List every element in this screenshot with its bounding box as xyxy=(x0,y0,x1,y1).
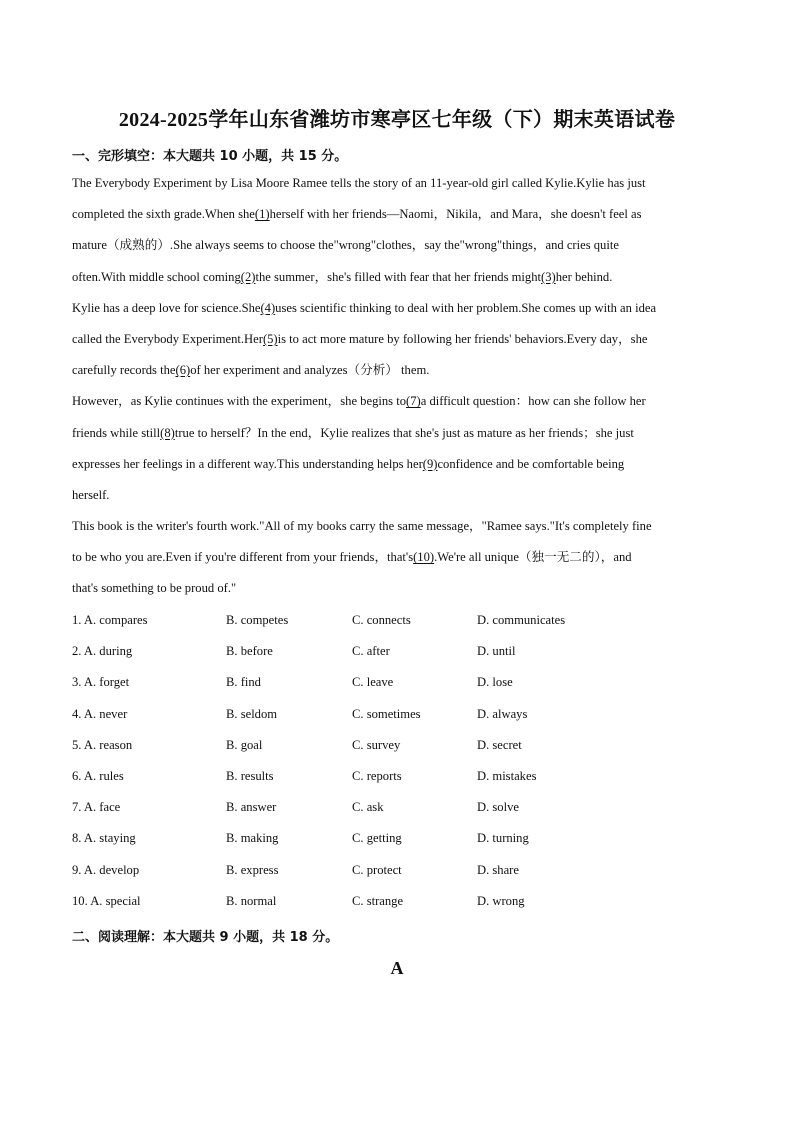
passage-line xyxy=(72,262,732,293)
passage-text: herself with her friends—Naomi，Nikila，and Mara，she doesn't feel as xyxy=(269,207,642,222)
passage-line xyxy=(72,542,732,573)
passage-line xyxy=(72,418,732,449)
option-d: D. communicates xyxy=(477,613,566,627)
question-row xyxy=(72,699,732,730)
option-d: D. lose xyxy=(477,675,513,690)
option-c: C. leave xyxy=(352,675,394,690)
option-d: D. until xyxy=(477,644,516,659)
option-c: C. survey xyxy=(352,737,401,752)
question-row xyxy=(72,605,732,636)
passage-text: completed the sixth grade.When she xyxy=(72,207,255,222)
cloze-blank: (5) xyxy=(262,331,278,346)
question-row xyxy=(72,730,732,761)
passage-text: expresses her feelings in a different way.This understanding helps her xyxy=(72,456,423,471)
option-b: B. normal xyxy=(226,893,277,908)
option-d: D. always xyxy=(477,706,528,721)
passage-text: uses scientific thinking to deal with her problem.She comes up with an idea xyxy=(275,300,657,315)
passage-text: The Everybody Experiment by Lisa Moore Ramee tells the story of an 11-year-old girl called Kylie.Kylie has just xyxy=(72,176,646,190)
option-b: B. results xyxy=(226,768,274,783)
passage-text: .We're all unique（独一无二的），and xyxy=(434,550,632,565)
option-a: 5. A. reason xyxy=(72,737,133,752)
cloze-passage xyxy=(72,168,732,605)
option-d: D. wrong xyxy=(477,893,525,908)
exam-title: 2024-2025学年山东省潍坊市寒亭区七年级（下）期末英语试卷 xyxy=(118,109,676,131)
option-d: D. solve xyxy=(477,800,519,815)
option-b: B. before xyxy=(226,644,273,659)
question-row xyxy=(72,761,732,792)
question-row xyxy=(72,667,732,698)
option-c: C. strange xyxy=(352,893,404,908)
cloze-blank: (2) xyxy=(240,269,256,284)
passage-line xyxy=(72,573,732,604)
question-row xyxy=(72,823,732,854)
passage-text: friends while still xyxy=(72,425,161,440)
option-b: B. goal xyxy=(226,737,263,752)
option-d: D. mistakes xyxy=(477,768,537,783)
passage-line xyxy=(72,199,732,230)
option-a: 8. A. staying xyxy=(72,831,136,846)
cloze-blank: (9) xyxy=(422,456,438,471)
option-b: B. making xyxy=(226,831,279,846)
passage-text: carefully records the xyxy=(72,363,176,378)
option-b: B. seldom xyxy=(226,706,278,721)
passage-text: a difficult question：how can she follow her xyxy=(420,394,646,409)
passage-text: However，as Kylie continues with the experiment，she begins to xyxy=(72,394,407,409)
option-c: C. ask xyxy=(352,800,384,815)
passage-text: that's something to be proud of." xyxy=(72,581,237,596)
option-c: C. protect xyxy=(352,862,402,877)
passage-text: confidence and be comfortable being xyxy=(437,456,625,471)
passage-line xyxy=(72,511,732,542)
option-b: B. answer xyxy=(226,800,277,815)
passage-line xyxy=(72,480,732,511)
passage-text: called the Everybody Experiment.Her xyxy=(72,331,263,346)
option-c: C. reports xyxy=(352,768,402,783)
cloze-blank: (1) xyxy=(254,207,270,222)
question-row xyxy=(72,792,732,823)
option-c: C. after xyxy=(352,644,390,659)
option-a: 7. A. face xyxy=(72,800,121,815)
passage-text: herself. xyxy=(72,487,110,502)
option-b: B. express xyxy=(226,862,279,877)
passage-text: true to herself？In the end，Kylie realizes that she's just as mature as her friends；she just xyxy=(174,425,634,440)
question-row xyxy=(72,855,732,886)
passage-line xyxy=(72,449,732,480)
passage-text: is to act more mature by following her friends' behaviors.Every day，she xyxy=(277,331,648,346)
passage-text: the summer，she's filled with fear that her friends might xyxy=(255,269,542,284)
passage-line xyxy=(72,230,732,261)
option-a: 9. A. develop xyxy=(72,862,140,877)
passage-a-label: A xyxy=(390,958,404,978)
cloze-blank: (3) xyxy=(541,269,556,284)
passage-line xyxy=(72,293,732,324)
question-row xyxy=(72,636,732,667)
section-2-heading: 二、阅读理解：本大题共 9 小题，共 18 分。 xyxy=(72,930,339,945)
passage-line xyxy=(72,168,732,199)
option-c: C. sometimes xyxy=(352,706,421,721)
passage-text: to be who you are.Even if you're different from your friends，that's xyxy=(72,550,414,565)
option-a: 1. A. compares xyxy=(72,613,148,627)
option-c: C. connects xyxy=(352,613,411,627)
cloze-blank: (7) xyxy=(406,394,421,409)
option-a: 4. A. never xyxy=(72,706,128,721)
option-b: B. find xyxy=(226,675,261,690)
cloze-blank: (10) xyxy=(413,550,435,565)
passage-line xyxy=(72,386,732,417)
passage-text: Kylie has a deep love for science.She xyxy=(72,300,261,315)
option-c: C. getting xyxy=(352,831,402,846)
option-d: D. turning xyxy=(477,831,529,846)
passage-text: often.With middle school coming xyxy=(72,269,241,284)
passage-text: This book is the writer's fourth work."All of my books carry the same message，"Ramee says."It's completely fine xyxy=(72,519,652,534)
option-a: 3. A. forget xyxy=(72,675,130,690)
cloze-options xyxy=(72,605,732,917)
question-row xyxy=(72,886,732,917)
passage-text: of her experiment and analyzes（分析） them. xyxy=(190,363,430,378)
section-1-heading: 一、完形填空：本大题共 10 小题，共 15 分。 xyxy=(72,149,348,164)
option-b: B. competes xyxy=(226,613,289,627)
passage-text: her behind. xyxy=(555,269,613,284)
option-a: 2. A. during xyxy=(72,644,133,659)
option-a: 6. A. rules xyxy=(72,768,124,783)
option-d: D. share xyxy=(477,862,519,877)
cloze-blank: (8) xyxy=(160,425,175,440)
option-d: D. secret xyxy=(477,737,522,752)
option-a: 10. A. special xyxy=(72,893,141,908)
passage-text: mature（成熟的）.She always seems to choose the"wrong"clothes，say the"wrong"things，and cries quite xyxy=(72,238,619,253)
passage-line xyxy=(72,355,732,386)
passage-line xyxy=(72,324,732,355)
cloze-blank: (4) xyxy=(260,300,276,315)
cloze-blank: (6) xyxy=(175,363,191,378)
